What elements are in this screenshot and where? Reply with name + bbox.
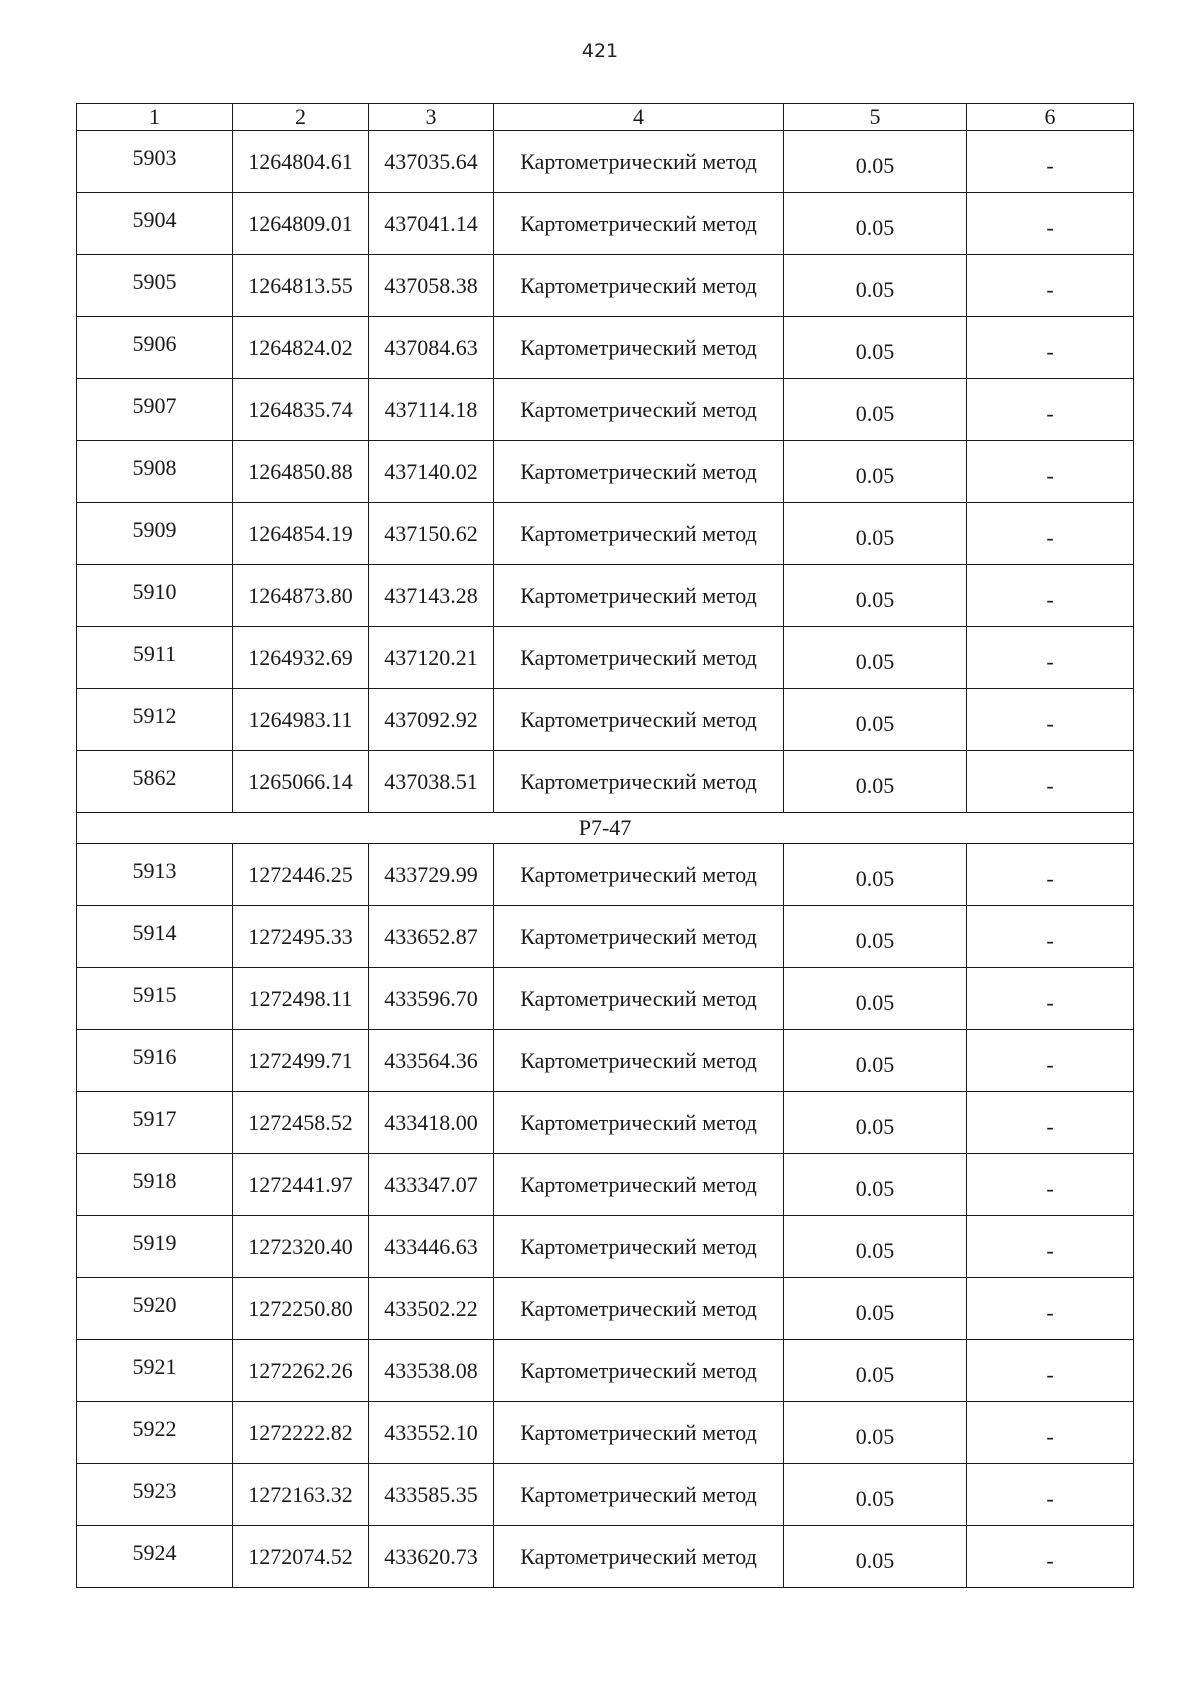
note-cell: - [967, 1340, 1134, 1402]
point-number-cell: 5918 [77, 1154, 233, 1216]
table-row [77, 627, 1134, 689]
table-row [77, 1092, 1134, 1154]
accuracy-cell: 0.05 [784, 1092, 967, 1154]
y-coordinate-cell: 433552.10 [369, 1402, 494, 1464]
column-header: 1 [77, 104, 233, 131]
point-number-cell: 5920 [77, 1278, 233, 1340]
x-coordinate-cell: 1265066.14 [233, 751, 369, 813]
table-body [77, 104, 1134, 1588]
x-coordinate-cell: 1272074.52 [233, 1526, 369, 1588]
y-coordinate-cell: 433446.63 [369, 1216, 494, 1278]
y-coordinate-cell: 437150.62 [369, 503, 494, 565]
y-coordinate-cell: 433538.08 [369, 1340, 494, 1402]
x-coordinate-cell: 1264824.02 [233, 317, 369, 379]
section-label: Р7-47 [77, 813, 1134, 844]
x-coordinate-cell: 1272222.82 [233, 1402, 369, 1464]
method-cell: Картометрический метод [494, 1526, 784, 1588]
method-cell: Картометрический метод [494, 255, 784, 317]
y-coordinate-cell: 437058.38 [369, 255, 494, 317]
note-cell: - [967, 1030, 1134, 1092]
accuracy-cell: 0.05 [784, 503, 967, 565]
y-coordinate-cell: 433652.87 [369, 906, 494, 968]
note-cell: - [967, 1526, 1134, 1588]
x-coordinate-cell: 1272495.33 [233, 906, 369, 968]
x-coordinate-cell: 1272320.40 [233, 1216, 369, 1278]
method-cell: Картометрический метод [494, 968, 784, 1030]
method-cell: Картометрический метод [494, 565, 784, 627]
x-coordinate-cell: 1272458.52 [233, 1092, 369, 1154]
x-coordinate-cell: 1264809.01 [233, 193, 369, 255]
point-number-cell: 5916 [77, 1030, 233, 1092]
x-coordinate-cell: 1272163.32 [233, 1464, 369, 1526]
note-cell: - [967, 379, 1134, 441]
point-number-cell: 5911 [77, 627, 233, 689]
method-cell: Картометрический метод [494, 379, 784, 441]
x-coordinate-cell: 1264850.88 [233, 441, 369, 503]
x-coordinate-cell: 1272250.80 [233, 1278, 369, 1340]
y-coordinate-cell: 437041.14 [369, 193, 494, 255]
x-coordinate-cell: 1272499.71 [233, 1030, 369, 1092]
column-header: 5 [784, 104, 967, 131]
table-row [77, 503, 1134, 565]
method-cell: Картометрический метод [494, 1030, 784, 1092]
accuracy-cell: 0.05 [784, 131, 967, 193]
method-cell: Картометрический метод [494, 193, 784, 255]
accuracy-cell: 0.05 [784, 689, 967, 751]
table-row [77, 379, 1134, 441]
accuracy-cell: 0.05 [784, 1216, 967, 1278]
x-coordinate-cell: 1272262.26 [233, 1340, 369, 1402]
table-row [77, 255, 1134, 317]
note-cell: - [967, 441, 1134, 503]
accuracy-cell: 0.05 [784, 844, 967, 906]
point-number-cell: 5862 [77, 751, 233, 813]
accuracy-cell: 0.05 [784, 627, 967, 689]
method-cell: Картометрический метод [494, 1340, 784, 1402]
accuracy-cell: 0.05 [784, 379, 967, 441]
page-number: 421 [581, 40, 619, 62]
accuracy-cell: 0.05 [784, 1340, 967, 1402]
column-header: 4 [494, 104, 784, 131]
method-cell: Картометрический метод [494, 751, 784, 813]
accuracy-cell: 0.05 [784, 255, 967, 317]
method-cell: Картометрический метод [494, 131, 784, 193]
note-cell: - [967, 131, 1134, 193]
note-cell: - [967, 751, 1134, 813]
table-row [77, 1154, 1134, 1216]
method-cell: Картометрический метод [494, 317, 784, 379]
point-number-cell: 5912 [77, 689, 233, 751]
point-number-cell: 5904 [77, 193, 233, 255]
note-cell: - [967, 906, 1134, 968]
y-coordinate-cell: 437140.02 [369, 441, 494, 503]
table-row [77, 1030, 1134, 1092]
point-number-cell: 5924 [77, 1526, 233, 1588]
method-cell: Картометрический метод [494, 689, 784, 751]
table-row [77, 193, 1134, 255]
method-cell: Картометрический метод [494, 1278, 784, 1340]
method-cell: Картометрический метод [494, 1464, 784, 1526]
y-coordinate-cell: 433418.00 [369, 1092, 494, 1154]
x-coordinate-cell: 1264854.19 [233, 503, 369, 565]
accuracy-cell: 0.05 [784, 1278, 967, 1340]
point-number-cell: 5914 [77, 906, 233, 968]
accuracy-cell: 0.05 [784, 317, 967, 379]
note-cell: - [967, 565, 1134, 627]
y-coordinate-cell: 437038.51 [369, 751, 494, 813]
point-number-cell: 5906 [77, 317, 233, 379]
y-coordinate-cell: 437114.18 [369, 379, 494, 441]
note-cell: - [967, 255, 1134, 317]
method-cell: Картометрический метод [494, 906, 784, 968]
method-cell: Картометрический метод [494, 441, 784, 503]
y-coordinate-cell: 437092.92 [369, 689, 494, 751]
method-cell: Картометрический метод [494, 1402, 784, 1464]
note-cell: - [967, 1402, 1134, 1464]
accuracy-cell: 0.05 [784, 1464, 967, 1526]
y-coordinate-cell: 437143.28 [369, 565, 494, 627]
x-coordinate-cell: 1264983.11 [233, 689, 369, 751]
y-coordinate-cell: 437084.63 [369, 317, 494, 379]
method-cell: Картометрический метод [494, 844, 784, 906]
method-cell: Картометрический метод [494, 503, 784, 565]
accuracy-cell: 0.05 [784, 968, 967, 1030]
point-number-cell: 5922 [77, 1402, 233, 1464]
table-row [77, 968, 1134, 1030]
point-number-cell: 5907 [77, 379, 233, 441]
x-coordinate-cell: 1272498.11 [233, 968, 369, 1030]
table-row [77, 1464, 1134, 1526]
column-header: 6 [967, 104, 1134, 131]
y-coordinate-cell: 437035.64 [369, 131, 494, 193]
note-cell: - [967, 689, 1134, 751]
method-cell: Картометрический метод [494, 627, 784, 689]
y-coordinate-cell: 437120.21 [369, 627, 494, 689]
column-header: 2 [233, 104, 369, 131]
table-row [77, 131, 1134, 193]
point-number-cell: 5908 [77, 441, 233, 503]
table-row [77, 441, 1134, 503]
table-row [77, 906, 1134, 968]
note-cell: - [967, 1278, 1134, 1340]
table-row [77, 1402, 1134, 1464]
point-number-cell: 5919 [77, 1216, 233, 1278]
section-header-row [77, 813, 1134, 844]
table-row [77, 844, 1134, 906]
y-coordinate-cell: 433729.99 [369, 844, 494, 906]
method-cell: Картометрический метод [494, 1092, 784, 1154]
point-number-cell: 5905 [77, 255, 233, 317]
point-number-cell: 5903 [77, 131, 233, 193]
table-row [77, 1526, 1134, 1588]
column-header-row [77, 104, 1134, 131]
table-row [77, 751, 1134, 813]
table-row [77, 1340, 1134, 1402]
point-number-cell: 5923 [77, 1464, 233, 1526]
point-number-cell: 5913 [77, 844, 233, 906]
table-row [77, 565, 1134, 627]
table-row [77, 317, 1134, 379]
table-row [77, 1278, 1134, 1340]
accuracy-cell: 0.05 [784, 565, 967, 627]
y-coordinate-cell: 433564.36 [369, 1030, 494, 1092]
x-coordinate-cell: 1272441.97 [233, 1154, 369, 1216]
y-coordinate-cell: 433620.73 [369, 1526, 494, 1588]
point-number-cell: 5915 [77, 968, 233, 1030]
accuracy-cell: 0.05 [784, 1526, 967, 1588]
note-cell: - [967, 844, 1134, 906]
note-cell: - [967, 968, 1134, 1030]
x-coordinate-cell: 1272446.25 [233, 844, 369, 906]
note-cell: - [967, 627, 1134, 689]
accuracy-cell: 0.05 [784, 193, 967, 255]
table-row [77, 1216, 1134, 1278]
x-coordinate-cell: 1264804.61 [233, 131, 369, 193]
note-cell: - [967, 193, 1134, 255]
x-coordinate-cell: 1264835.74 [233, 379, 369, 441]
accuracy-cell: 0.05 [784, 1402, 967, 1464]
y-coordinate-cell: 433347.07 [369, 1154, 494, 1216]
point-number-cell: 5909 [77, 503, 233, 565]
x-coordinate-cell: 1264813.55 [233, 255, 369, 317]
note-cell: - [967, 317, 1134, 379]
accuracy-cell: 0.05 [784, 906, 967, 968]
accuracy-cell: 0.05 [784, 751, 967, 813]
note-cell: - [967, 503, 1134, 565]
point-number-cell: 5910 [77, 565, 233, 627]
table-row [77, 689, 1134, 751]
accuracy-cell: 0.05 [784, 1154, 967, 1216]
method-cell: Картометрический метод [494, 1216, 784, 1278]
y-coordinate-cell: 433596.70 [369, 968, 494, 1030]
note-cell: - [967, 1154, 1134, 1216]
y-coordinate-cell: 433502.22 [369, 1278, 494, 1340]
point-number-cell: 5917 [77, 1092, 233, 1154]
y-coordinate-cell: 433585.35 [369, 1464, 494, 1526]
accuracy-cell: 0.05 [784, 441, 967, 503]
note-cell: - [967, 1464, 1134, 1526]
point-number-cell: 5921 [77, 1340, 233, 1402]
note-cell: - [967, 1092, 1134, 1154]
x-coordinate-cell: 1264873.80 [233, 565, 369, 627]
column-header: 3 [369, 104, 494, 131]
x-coordinate-cell: 1264932.69 [233, 627, 369, 689]
coordinates-table [76, 103, 1134, 1588]
note-cell: - [967, 1216, 1134, 1278]
method-cell: Картометрический метод [494, 1154, 784, 1216]
accuracy-cell: 0.05 [784, 1030, 967, 1092]
